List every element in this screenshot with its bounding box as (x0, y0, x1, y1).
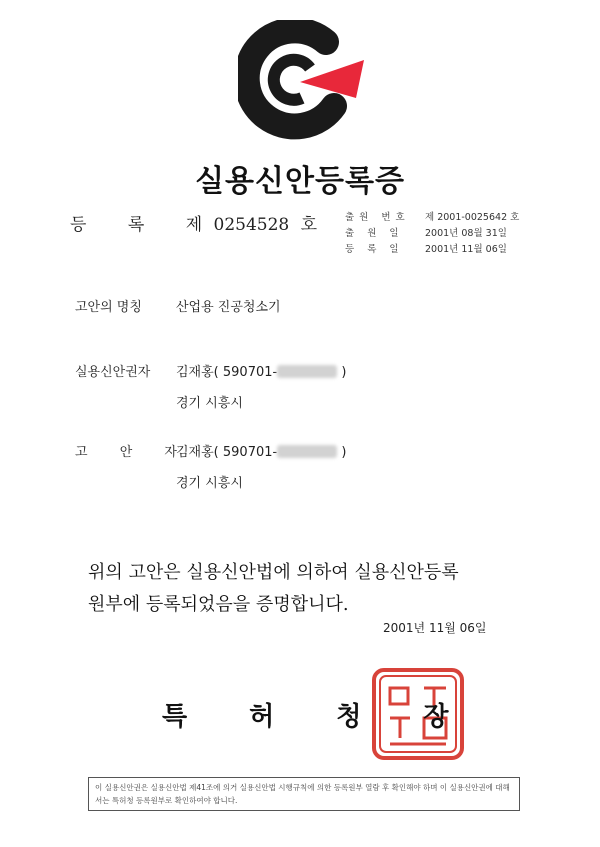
filing-number-value: 제 2001-0025642 호 (425, 212, 520, 223)
filing-date-value: 2001년 08월 31일 (425, 228, 507, 239)
registration-label-3: 제 (185, 215, 203, 235)
issue-date: 2001년 11월 06일 (383, 621, 487, 635)
inventor-name (176, 441, 346, 460)
registration-suffix: 호 (300, 215, 318, 235)
redacted-id (277, 365, 337, 378)
registration-number (70, 210, 323, 235)
registration-label-1: 등 (70, 215, 87, 235)
government-emblem-logo (238, 20, 368, 140)
invention-name-value: 산업용 진공청소기 (176, 300, 281, 315)
certificate-title: 실용신안등록증 (195, 164, 405, 199)
redacted-id (277, 445, 337, 458)
statement-line-2: 원부에 등록되었음을 증명합니다. (88, 594, 349, 615)
owner-address: 경기 시흥시 (176, 396, 243, 411)
registration-date-row (345, 242, 519, 258)
inventor-address: 경기 시흥시 (176, 476, 243, 491)
owner-name-close: ) (341, 365, 347, 380)
registration-number-value: 0254528 (213, 215, 290, 235)
registration-date-value: 2001년 11월 06일 (425, 244, 507, 255)
filing-date-row (345, 226, 519, 242)
statement-line-1: 위의 고안은 실용신안법에 의하여 실용신안등록 (88, 562, 459, 583)
inventor-label: 고 안 자 (75, 445, 191, 460)
registration-date-label: 등 록 일 (345, 244, 404, 255)
filing-number-label: 출원 번호 (345, 212, 410, 223)
filing-date-label: 출 원 일 (345, 228, 404, 239)
inventor-name-text: 김재홍( 590701- (176, 445, 278, 460)
owner-label: 실용신안권자 (75, 365, 151, 380)
filing-info (345, 210, 519, 258)
registration-label-2: 록 (127, 215, 145, 235)
invention-name-row (75, 296, 142, 315)
footer-notice: 이 실용신안권은 실용신안법 제41조에 의거 실용신안법 시행규칙에 의한 등록원부 열람 후 확인해야 하며 이 실용신안권에 대해서는 특허청 등록원부로 확인하여야 합니다. (88, 777, 520, 811)
issuing-office: 특허청장 (162, 702, 511, 732)
owner-name-text: 김재홍( 590701- (176, 365, 278, 380)
inventor-name-close: ) (341, 445, 347, 460)
invention-name-label: 고안의 명칭 (75, 300, 142, 315)
filing-number-row (345, 210, 519, 226)
certification-statement (88, 557, 548, 621)
owner-name (176, 361, 346, 380)
